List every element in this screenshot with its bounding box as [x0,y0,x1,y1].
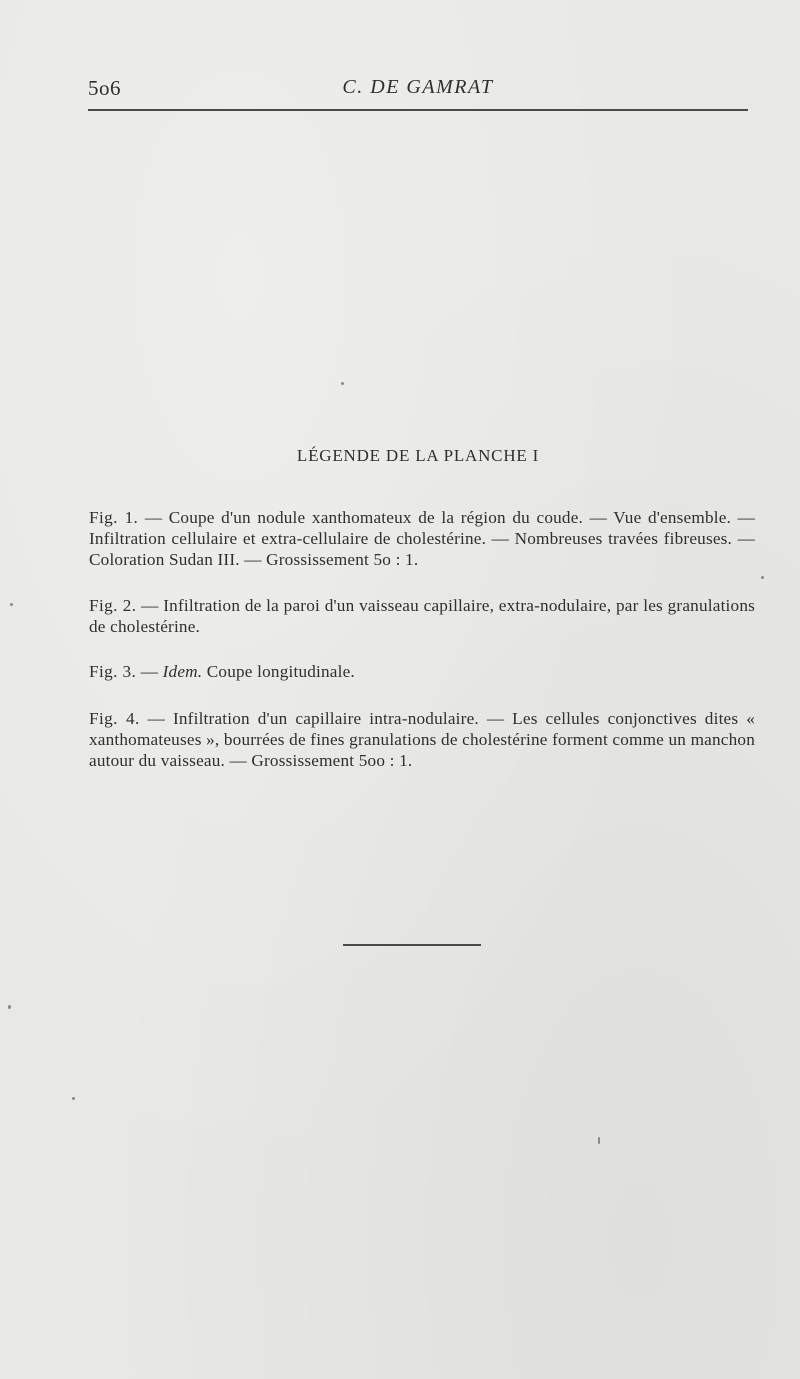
figure-caption-3 [89,661,755,682]
figure-dash: — [140,662,159,681]
figure-italic-text: Idem. [162,662,203,681]
print-speck [341,382,344,385]
legend-title: LÉGENDE DE LA PLANCHE I [296,446,540,465]
figure-label: Fig. 1. [89,508,139,527]
end-rule [343,944,481,946]
figure-caption-2 [89,595,755,637]
figure-text: Coupe longitudinale. [206,662,355,681]
figure-label: Fig. 4. [89,709,140,728]
running-head [88,76,748,102]
figure-label: Fig. 3. [89,662,137,681]
print-speck [761,576,764,579]
figure-caption-1 [89,507,755,570]
header-rule [88,109,748,111]
running-head-author: C. DE GAMRAT [342,76,494,98]
figure-label: Fig. 2. [89,596,137,615]
page-number: 5o6 [88,76,121,100]
print-speck [72,1097,75,1100]
figure-caption-4 [89,708,755,771]
figure-text: — Infiltration d'un capillaire intra-nodulaire. — Les cellules conjonctives dites « xanthomateuses », bourrées de fines granulations de cholestérine forment comme un manchon autour du vaisseau. — Grossissement 5oo : 1. [89,709,755,770]
print-speck [598,1137,600,1144]
figure-text: — Coupe d'un nodule xanthomateux de la région du coude. — Vue d'ensemble. — Infiltration cellulaire et extra-cellulaire de cholestérine. — Nombreuses travées fibreuses. — Coloration Sudan III. — Grossissement 5o : 1. [89,508,755,569]
figure-text: — Infiltration de la paroi d'un vaisseau capillaire, extra-nodulaire, par les granulations de cholestérine. [89,596,755,636]
print-speck [8,1005,11,1009]
print-speck [10,603,13,606]
